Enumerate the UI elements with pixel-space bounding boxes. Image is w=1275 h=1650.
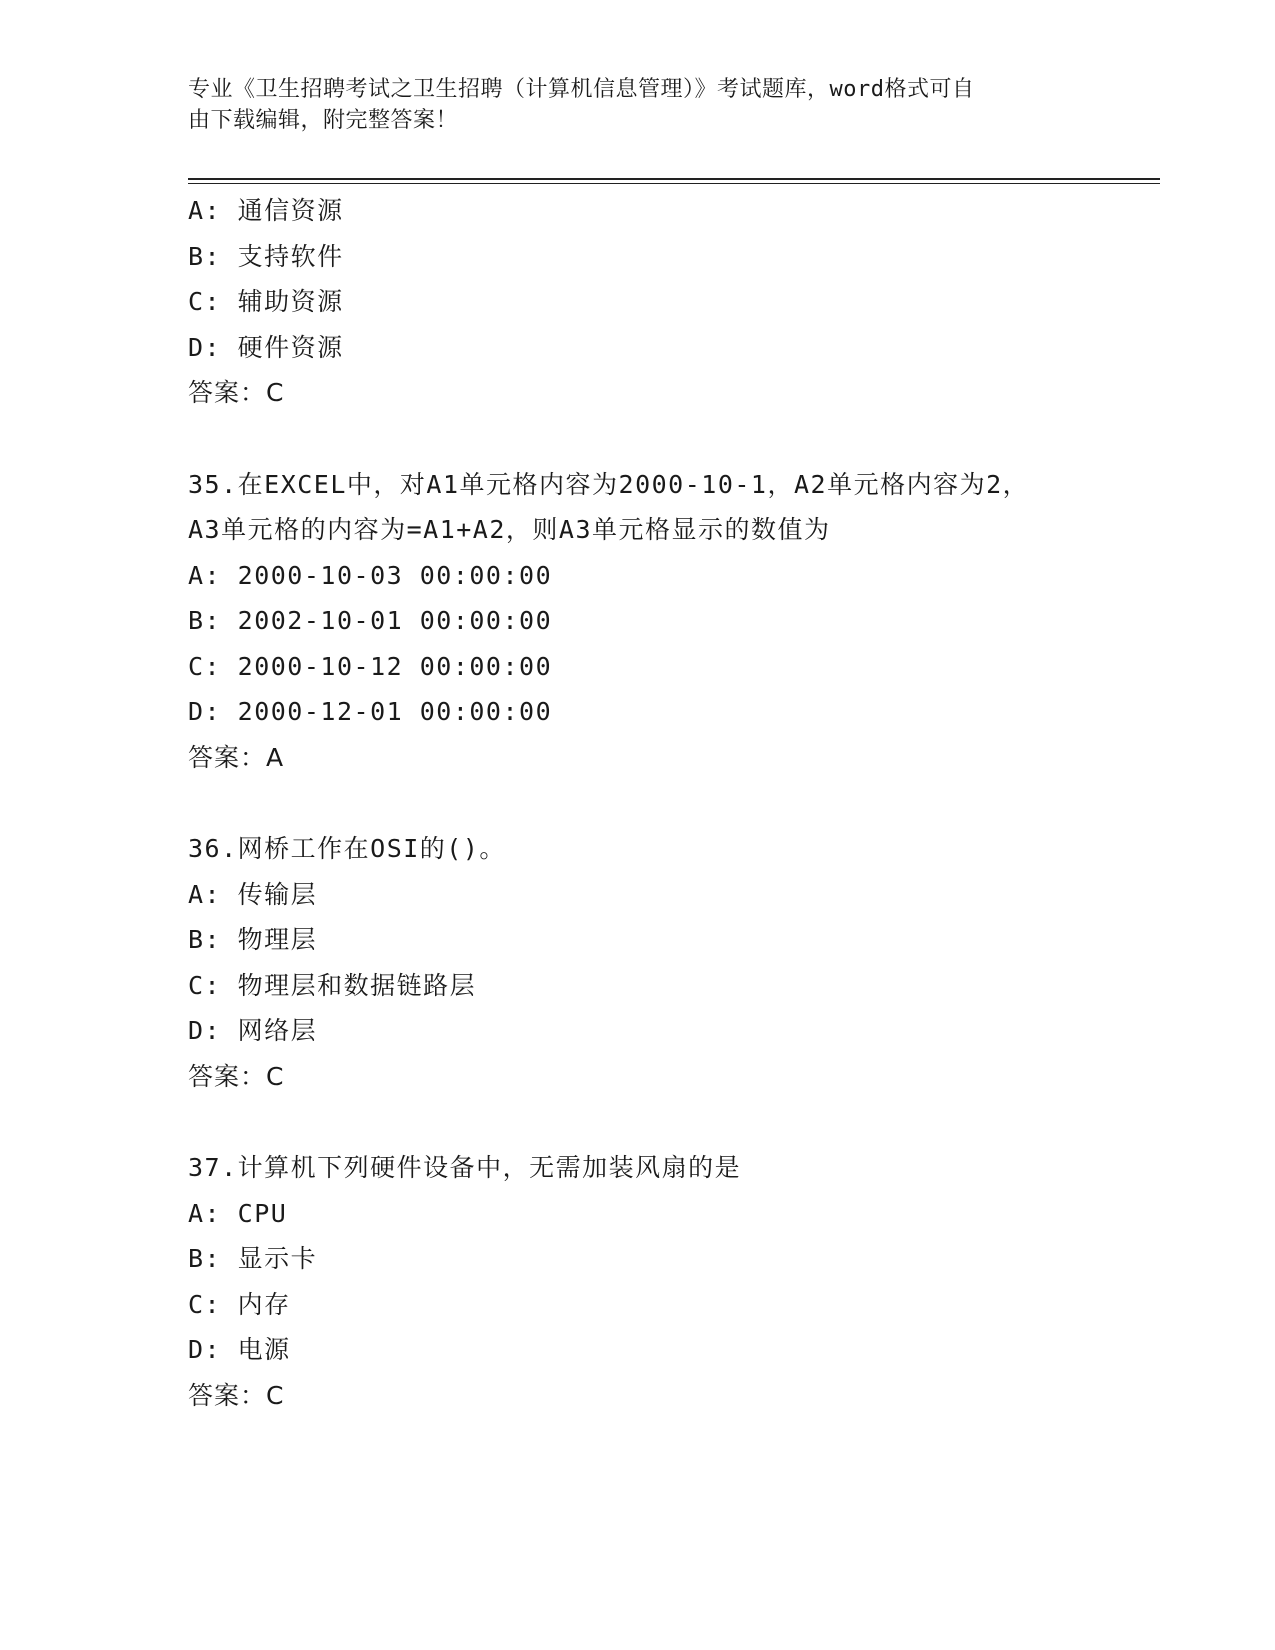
header-line-1: 专业《卫生招聘考试之卫生招聘（计算机信息管理）》考试题库，word格式可自: [188, 77, 975, 102]
spacer: [188, 780, 1088, 826]
option-a: A: CPU: [188, 1198, 288, 1228]
question-stem-line-1: 35.在EXCEL中，对A1单元格内容为2000-10-1，A2单元格内容为2，: [188, 469, 1030, 499]
option-d: D: 网络层: [188, 1016, 318, 1045]
header-rule-thick: [188, 178, 1160, 180]
answer-line: 答案：A: [188, 742, 285, 772]
spacer: [188, 416, 1088, 462]
question-35: [188, 462, 1088, 781]
answer-line: 答案：C: [188, 1061, 285, 1091]
header-rule-thin: [188, 183, 1160, 184]
option-a: A: 通信资源: [188, 196, 344, 225]
option-d: D: 2000-12-01 00:00:00: [188, 697, 553, 726]
option-c: C: 物理层和数据链路层: [188, 970, 477, 1000]
question-stem: 36.网桥工作在OSI的()。: [188, 834, 506, 863]
option-a: A: 传输层: [188, 879, 318, 909]
option-c: C: 2000-10-12 00:00:00: [188, 651, 553, 681]
question-36: [188, 826, 1088, 1099]
option-d: D: 硬件资源: [188, 332, 344, 362]
option-b: B: 显示卡: [188, 1244, 318, 1273]
document-header: [188, 74, 1088, 136]
question-stem-line-2: A3单元格的内容为=A1+A2，则A3单元格显示的数值为: [188, 515, 831, 544]
question-list: [188, 188, 1088, 1418]
option-d: D: 电源: [188, 1335, 291, 1364]
option-b: B: 支持软件: [188, 241, 344, 271]
answer-line: 答案：C: [188, 1380, 285, 1410]
option-c: C: 辅助资源: [188, 287, 344, 316]
question-37: [188, 1145, 1088, 1418]
option-c: C: 内存: [188, 1289, 291, 1319]
question-stem: 37.计算机下列硬件设备中，无需加装风扇的是: [188, 1153, 742, 1182]
option-b: B: 2002-10-01 00:00:00: [188, 606, 553, 635]
option-b: B: 物理层: [188, 925, 318, 954]
spacer: [188, 1099, 1088, 1145]
question-34: [188, 188, 1088, 416]
option-a: A: 2000-10-03 00:00:00: [188, 560, 553, 590]
answer-line: 答案：C: [188, 378, 285, 407]
header-line-2: 由下载编辑，附完整答案！: [188, 108, 459, 133]
